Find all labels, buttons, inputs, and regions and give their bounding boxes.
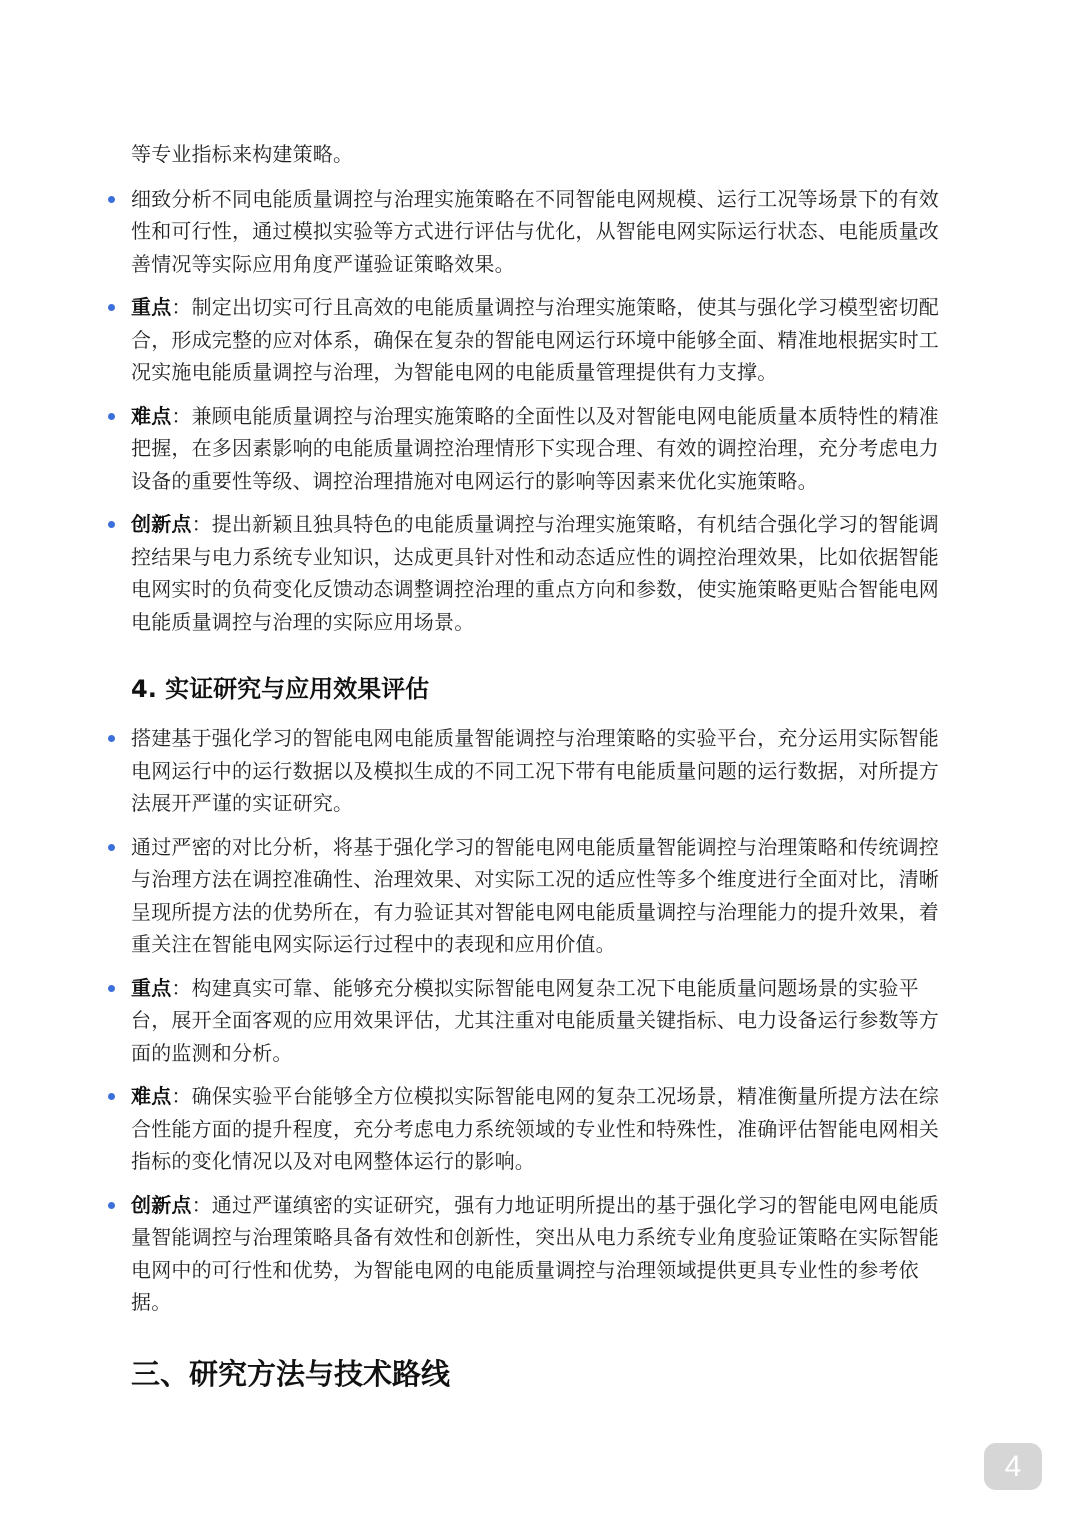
list-item-text: ：提出新颖且独具特色的电能质量调控与治理实施策略，有机结合强化学习的智能调控结果与电力系统专业知识，达成更具针对性和动态适应性的调控治理效果，比如依据智能电网实时的负荷变化反馈动态调整调控治理的重点方向和参数，使实施策略更贴合智能电网电能质量调控与治理的实际应用场景。 [131, 512, 940, 634]
bullet-dot-icon [108, 196, 115, 203]
strategy-bullet-list [131, 183, 951, 639]
list-item [131, 722, 951, 820]
list-item-text: 搭建基于强化学习的智能电网电能质量智能调控与治理策略的实验平台，充分运用实际智能电网运行中的运行数据以及模拟生成的不同工况下带有电能质量问题的运行数据，对所提方法展开严谨的实证研究。 [131, 726, 939, 815]
bullet-dot-icon [108, 521, 115, 528]
list-item [131, 831, 951, 961]
list-item-innovation [131, 1189, 951, 1319]
page-content [131, 138, 951, 1395]
list-item-label: 重点 [131, 975, 172, 1000]
subsection-heading: 4. 实证研究与应用效果评估 [131, 675, 430, 703]
list-item [131, 183, 951, 281]
list-item-innovation [131, 508, 951, 638]
list-item-key-point [131, 291, 951, 389]
list-item-text: ：确保实验平台能够全方位模拟实际智能电网的复杂工况场景，精准衡量所提方法在综合性能方面的提升程度，充分考虑电力系统领域的专业性和特殊性，准确评估智能电网相关指标的变化情况以及对电网整体运行的影响。 [131, 1084, 940, 1173]
list-item-key-point [131, 972, 951, 1070]
bullet-dot-icon [108, 1093, 115, 1100]
list-item-text: 细致分析不同电能质量调控与治理实施策略在不同智能电网规模、运行工况等场景下的有效性和可行性，通过模拟实验等方式进行评估与优化，从智能电网实际运行状态、电能质量改善情况等实际应用角度严谨验证策略效果。 [131, 186, 939, 276]
list-item-text: ：构建真实可靠、能够充分模拟实际智能电网复杂工况下电能质量问题场景的实验平台，展开全面客观的应用效果评估，尤其注重对电能质量关键指标、电力设备运行参数等方面的监测和分析。 [131, 975, 939, 1065]
list-item-label: 创新点 [131, 512, 192, 536]
list-item-label: 重点 [131, 295, 172, 319]
bullet-dot-icon [108, 735, 115, 742]
list-item-difficulty [131, 400, 951, 498]
bullet-dot-icon [108, 1202, 115, 1209]
list-item-text: ：通过严谨缜密的实证研究，强有力地证明所提出的基于强化学习的智能电网电能质量智能调控与治理策略具备有效性和创新性，突出从电力系统专业角度验证策略在实际智能电网中的可行性和优势，为智能电网的电能质量调控与治理领域提供更具专业性的参考依据。 [131, 1192, 940, 1314]
list-item-text: ：兼顾电能质量调控与治理实施策略的全面性以及对智能电网电能质量本质特性的精准把握，在多因素影响的电能质量调控治理情形下实现合理、有效的调控治理，充分考虑电力设备的重要性等级、调控治理措施对电网运行的影响等因素来优化实施策略。 [131, 403, 940, 493]
bullet-dot-icon [108, 985, 115, 992]
list-item-difficulty [131, 1080, 951, 1178]
continuation-text: 等专业指标来构建策略。 [131, 142, 354, 166]
list-item-label: 创新点 [131, 1192, 192, 1217]
evaluation-bullet-list [131, 722, 951, 1319]
list-item-text: 通过严密的对比分析，将基于强化学习的智能电网电能质量智能调控与治理策略和传统调控与治理方法在调控准确性、治理效果、对实际工况的适应性等多个维度进行全面对比，清晰呈现所提方法的优势所在，有力验证其对智能电网电能质量调控与治理能力的提升效果，着重关注在智能电网实际运行过程中的表现和应用价值。 [131, 834, 939, 956]
page-number-badge: 4 [984, 1443, 1042, 1490]
bullet-dot-icon [108, 844, 115, 851]
list-item-text: ：制定出切实可行且高效的电能质量调控与治理实施策略，使其与强化学习模型密切配合，形成完整的应对体系，确保在复杂的智能电网运行环境中能够全面、精准地根据实时工况实施电能质量调控与治理，为智能电网的电能质量管理提供有力支撑。 [131, 295, 940, 384]
list-item-label: 难点 [131, 1084, 172, 1108]
bullet-dot-icon [108, 413, 115, 420]
section-heading: 三、研究方法与技术路线 [131, 1356, 451, 1391]
list-item-label: 难点 [131, 403, 172, 428]
bullet-dot-icon [108, 304, 115, 311]
